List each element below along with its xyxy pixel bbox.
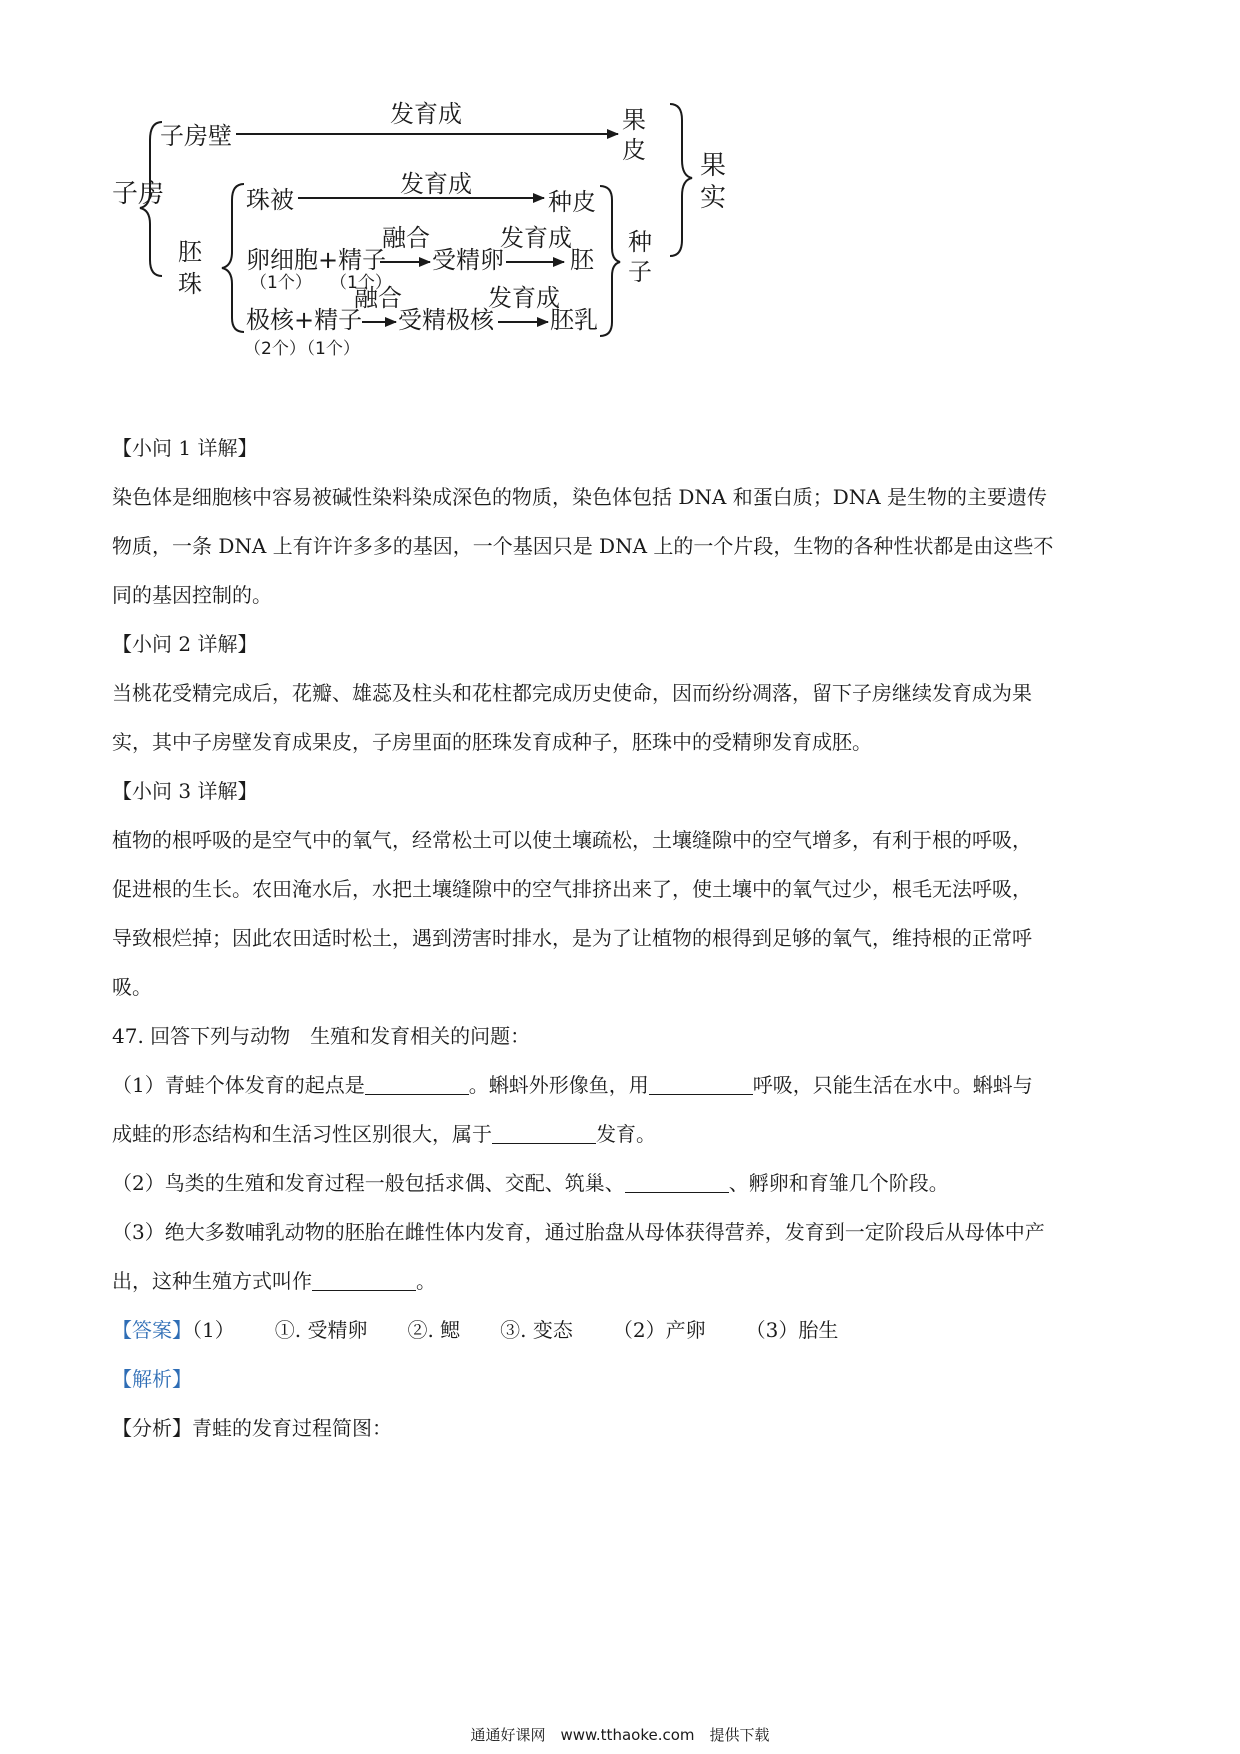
ovary-label-1: 子房 <box>112 179 165 209</box>
page-footer: 通通好课网 www.tthaoke.com 提供下载 <box>470 1726 770 1744</box>
jiexi-label: 【解析】 <box>112 1367 192 1391</box>
ovule-label-1: 胚 <box>178 238 202 266</box>
seed-label-1: 种 <box>628 228 652 256</box>
q1-line-1: 染色体是细胞核中容易被碱性染料染成深色的物质，染色体包括 DNA 和蛋白质；DNA 是生物的主要遗传 <box>112 485 1048 509</box>
q1-heading: 【小问 1 详解】 <box>112 436 258 460</box>
q1-line-2: 物质，一条 DNA 上有许许多多的基因，一个基因只是 DNA 上的一个片段，生物的各种性状都是由这些不 <box>112 534 1054 558</box>
fruit-label-1: 果 <box>700 151 727 181</box>
fenxi-line <box>112 1404 1132 1453</box>
q3-heading: 【小问 3 详解】 <box>112 779 258 803</box>
q47-part1-line2 <box>112 1110 1132 1159</box>
fruit-label-2: 实 <box>700 183 727 213</box>
answer-blank-3 <box>492 1119 596 1144</box>
answer-blank-4 <box>625 1168 729 1193</box>
answer-blank-2 <box>649 1070 753 1095</box>
q47-p3b: 出，这种生殖方式叫作 <box>112 1269 312 1293</box>
polar-count-label: （2个） <box>244 339 306 359</box>
answer-part1: （1） <box>192 1318 235 1342</box>
ovule-label-2: 珠 <box>178 270 202 298</box>
q2-heading: 【小问 2 详解】 <box>112 632 258 656</box>
seed-coat-label: 种皮 <box>548 188 596 216</box>
answer-line <box>112 1306 1132 1355</box>
integument-label: 珠被 <box>246 186 294 214</box>
answer-blank-1 <box>365 1070 469 1095</box>
sperm-count-label-2: （1个） <box>298 339 360 359</box>
fruit-brace <box>670 104 692 256</box>
q47-p1a: （1）青蛙个体发育的起点是 <box>112 1073 365 1097</box>
develop-label-2: 发育成 <box>400 170 472 198</box>
q47-title: 47. 回答下列与动物 生殖和发育相关的问题： <box>112 1024 531 1048</box>
answer-item-4: （2）产卵 <box>612 1318 706 1342</box>
polar-sperm-label: 极核+精子 <box>246 306 363 334</box>
seed-label-2: 子 <box>628 258 652 286</box>
develop-label-4: 发育成 <box>488 284 560 312</box>
pericarp-label-2: 皮 <box>622 136 646 164</box>
q2-line-2: 实，其中子房壁发育成果皮，子房里面的胚珠发育成种子，胚珠中的受精卵发育成胚。 <box>112 730 872 754</box>
fenxi-label: 【分析】 <box>112 1416 192 1440</box>
q3-line-4: 吸。 <box>112 975 152 999</box>
fuse-label-1: 融合 <box>382 224 430 252</box>
fertilized-polar-label: 受精极核 <box>398 306 494 334</box>
q47-part3-line1: （3）绝大多数哺乳动物的胚胎在雌性体内发育，通过胎盘从母体获得营养，发育到一定阶段后从母体中产 <box>112 1220 1045 1244</box>
seed-brace <box>600 186 620 336</box>
q2-line-1: 当桃花受精完成后，花瓣、雄蕊及柱头和花柱都完成历史使命，因而纷纷凋落，留下子房继续发育成为果 <box>112 681 1032 705</box>
answer-label: 【答案】 <box>112 1318 192 1342</box>
q1-line-3: 同的基因控制的。 <box>112 583 272 607</box>
egg-sperm-label: 卵细胞+精子 <box>246 246 387 274</box>
answer-blank-5 <box>312 1266 416 1291</box>
pericarp-label-1: 果 <box>622 106 646 134</box>
zygote-label: 受精卵 <box>432 246 504 274</box>
q3-line-2: 促进根的生长。农田淹水后，水把土壤缝隙中的空气排挤出来了，使土壤中的氧气过少，根毛无法呼吸， <box>112 877 1032 901</box>
q3-line-3: 导致根烂掉；因此农田适时松土，遇到涝害时排水，是为了让植物的根得到足够的氧气，维持根的正常呼 <box>112 926 1032 950</box>
embryo-label: 胚 <box>570 246 594 274</box>
q47-p1c: 呼吸，只能生活在水中。蝌蚪与 <box>752 1073 1033 1097</box>
q47-p3c: 。 <box>416 1269 436 1293</box>
develop-label-3: 发育成 <box>500 224 572 252</box>
sperm-count-label-1: （1个） <box>330 273 392 293</box>
q47-part3-line2 <box>112 1257 1132 1306</box>
q47-part1-line1 <box>112 1061 1132 1110</box>
ovary-development-diagram <box>110 100 870 410</box>
develop-label-1: 发育成 <box>390 100 462 128</box>
fenxi-text: 青蛙的发育过程简图： <box>192 1416 392 1440</box>
q47-p2a: （2）鸟类的生殖和发育过程一般包括求偶、交配、筑巢、 <box>112 1171 625 1195</box>
answer-item-3: ③. 变态 <box>500 1318 573 1342</box>
q3-line-1: 植物的根呼吸的是空气中的氧气，经常松土可以使土壤疏松，土壤缝隙中的空气增多，有利于根的呼吸， <box>112 828 1032 852</box>
q47-p1e: 发育。 <box>596 1122 656 1146</box>
q47-part2-line <box>112 1159 1132 1208</box>
fuse-label-2: 融合 <box>354 284 402 312</box>
q47-p2b: 、孵卵和育雏几个阶段。 <box>728 1171 949 1195</box>
ovary-wall-label: 子房壁 <box>160 122 232 150</box>
egg-count-label: （1个） <box>250 273 312 293</box>
ovule-brace <box>222 184 244 332</box>
answer-item-2: ②. 鳃 <box>407 1318 461 1342</box>
document-body <box>112 424 1132 1453</box>
answer-item-1: ①. 受精卵 <box>274 1318 368 1342</box>
diagram-svg <box>110 100 870 410</box>
q47-p1b: 。蝌蚪外形像鱼，用 <box>468 1073 649 1097</box>
endosperm-label: 胚乳 <box>550 306 598 334</box>
q47-p1d: 成蛙的形态结构和生活习性区别很大，属于 <box>112 1122 492 1146</box>
answer-item-5: （3）胎生 <box>745 1318 839 1342</box>
